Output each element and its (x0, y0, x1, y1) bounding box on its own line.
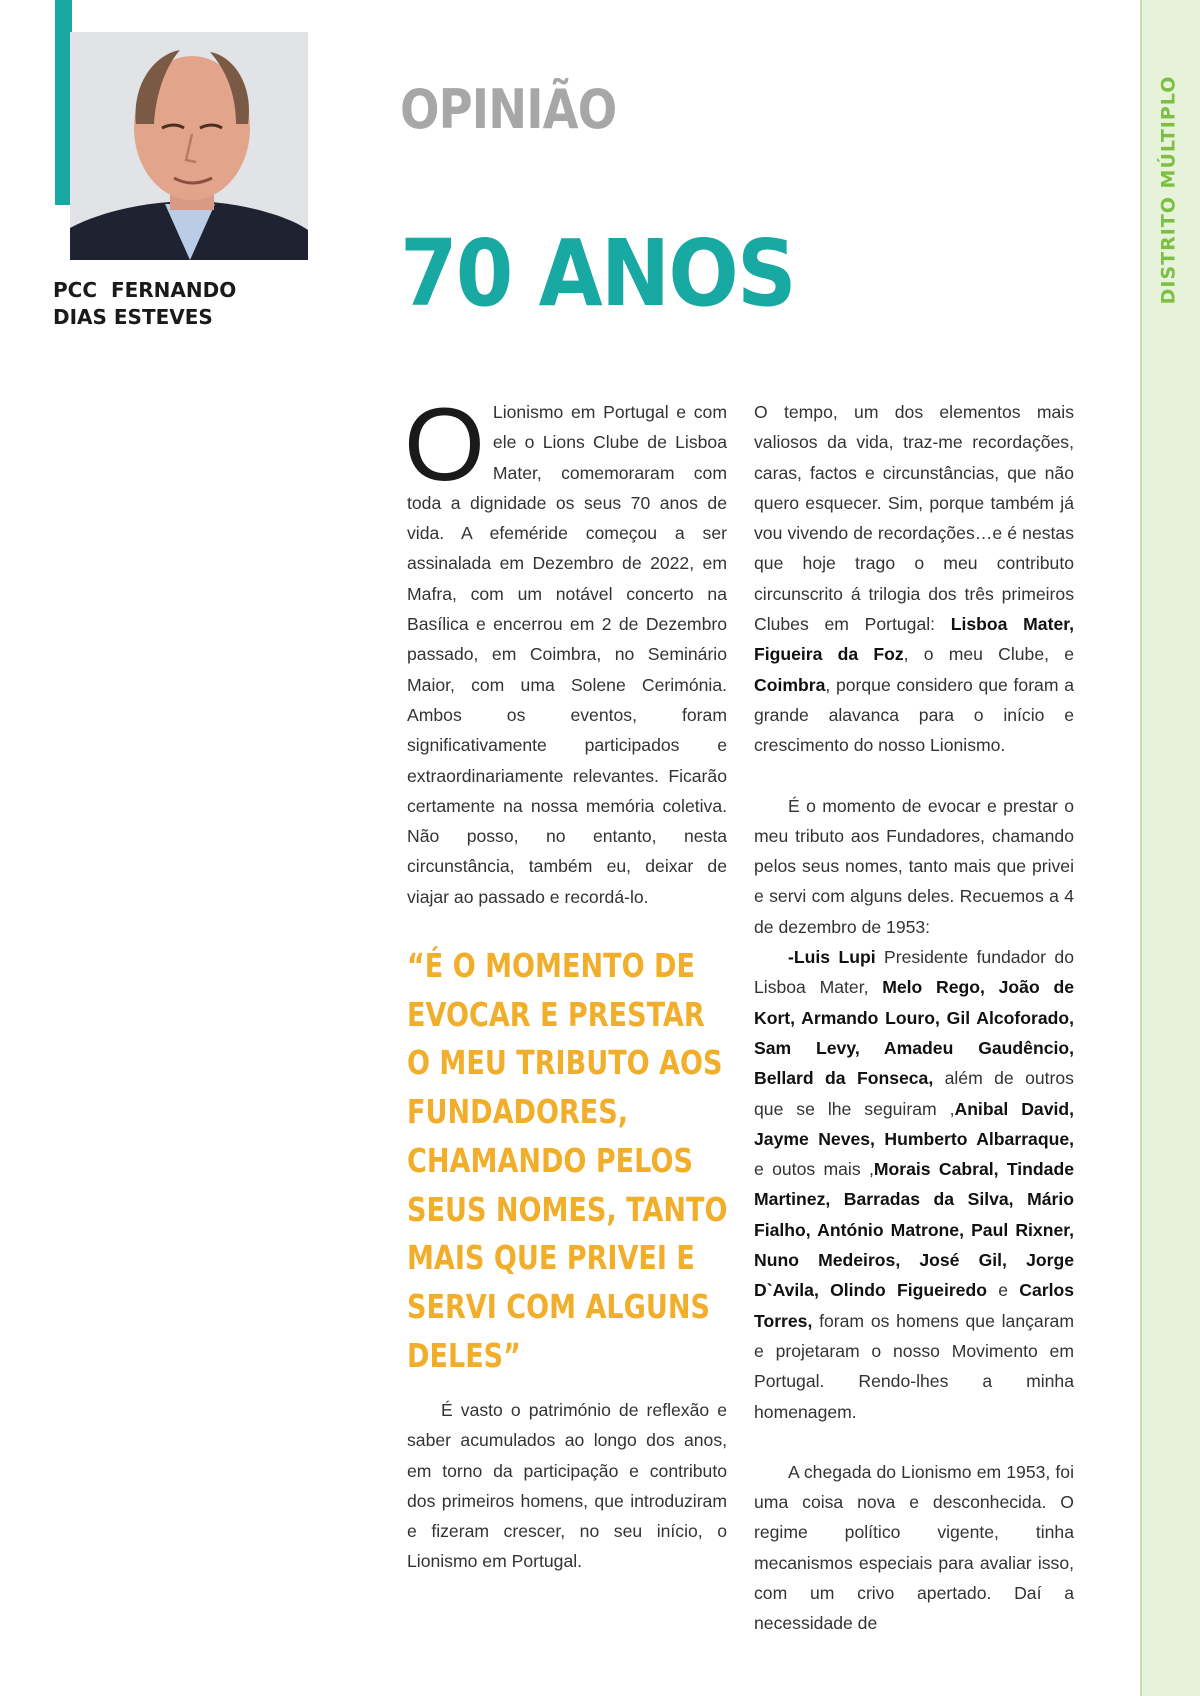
article-column-right (754, 397, 1074, 1639)
article-column-left (404, 387, 727, 912)
article-paragraph (754, 397, 1074, 761)
text-run: e (986, 1280, 1020, 1301)
founder-names: Anibal David, Jayme Neves, Humberto Albarraque, (754, 1098, 1074, 1149)
author-name (53, 277, 313, 331)
article-paragraph-intro (404, 387, 727, 912)
text-run: e outos mais , (754, 1159, 874, 1180)
founder-name: -Luis Lupi (788, 947, 876, 968)
article-paragraph: É vasto o património de reflexão e saber acumulados ao longo dos anos, em torno da participação e contributo dos primeiros homens, que introduziram e fizeram crescer, no seu início, o Lionismo em Portugal. (407, 1400, 727, 1572)
club-name: Coimbra (754, 674, 826, 695)
side-section-label (1138, 75, 1198, 305)
article-paragraph: A chegada do Lionismo em 1953, foi uma coisa nova e desconhecida. O regime político vigente, tinha mecanismos especiais para avaliar isso, com um crivo apertado. Daí a necessidade de (754, 1461, 1074, 1634)
author-name-line2: DIAS ESTEVES (53, 305, 213, 329)
page-title: 70 ANOS (400, 220, 795, 327)
section-label: OPINIÃO (400, 78, 617, 141)
author-portrait-icon (70, 32, 308, 260)
founder-name: Carlos Torres, (754, 1280, 1074, 1331)
text-run: O tempo, um dos elementos mais valiosos da vida, traz-me recordações, caras, factos e circunstâncias, que não quero esquecer. Sim, porque também já vou vivendo de recordações…e é nestas que hoje trago o meu contributo circunscrito á trilogia dos três primeiros Clubes em Portugal: (754, 402, 1074, 635)
text-run: , o meu Clube, e (903, 644, 1074, 665)
article-paragraph: É o momento de evocar e prestar o meu tributo aos Fundadores, chamando pelos seus nomes, tanto mais que privei e servi com alguns deles. Recuemos a 4 de dezembro de 1953: (754, 795, 1074, 937)
founder-names: Melo Rego, João de Kort, Armando Louro, Gil Alcoforado, Sam Levy, Amadeu Gaudêncio, Bellard da Fonseca, (754, 977, 1074, 1089)
intro-text: Lionismo em Portugal e com ele o Lions Clube de Lisboa Mater, comemoraram com toda a dignidade os seus 70 anos de vida. A efeméride começou a ser assinalada em Dezembro de 2022, em Mafra, com um notável concerto na Basílica e encerrou em 2 de Dezembro passado, em Coimbra, no Seminário Maior, com uma Solene Cerimónia. Ambos os eventos, foram significativamente participados e extraordinariamente relevantes. Ficarão certamente na nossa memória coletiva. Não posso, no entanto, nesta circunstância, também eu, deixar de viajar ao passado e recordá-lo. (407, 402, 727, 907)
founders-paragraph (754, 942, 1074, 1427)
drop-cap: O (404, 387, 485, 503)
pull-quote: “É O MOMENTO DE EVOCAR E PRESTAR O MEU TRIBUTO AOS FUNDADORES, CHAMANDO PELOS SEUS NOMES, TANTO MAIS QUE PRIVEI E SERVI COM ALGUNS DELES” (407, 946, 728, 1375)
text-run: além de outros que se lhe seguiram , (754, 1068, 1074, 1119)
club-names: Lisboa Mater, Figueira da Foz (754, 614, 1075, 665)
text-run: Presidente fundador do Lisboa Mater, (754, 947, 1074, 998)
article-column-left-bottom (407, 1395, 727, 1577)
side-label-text: DISTRITO MÚLTIPLO (1157, 75, 1179, 305)
text-run: , porque considero que foram a grande alavanca para o início e crescimento do nosso Lionismo. (754, 674, 1074, 756)
text-run: foram os homens que lançaram e projetaram o nosso Movimento em Portugal. Rendo-lhes a minha homenagem. (754, 1310, 1074, 1422)
author-name-line1: PCC FERNANDO (53, 278, 237, 302)
founder-names: Morais Cabral, Tindade Martinez, Barradas da Silva, Mário Fialho, António Matrone, Paul Rixner, Nuno Medeiros, José Gil, Jorge D`Avila, Olindo Figueiredo (754, 1159, 1074, 1301)
author-photo (70, 32, 308, 260)
